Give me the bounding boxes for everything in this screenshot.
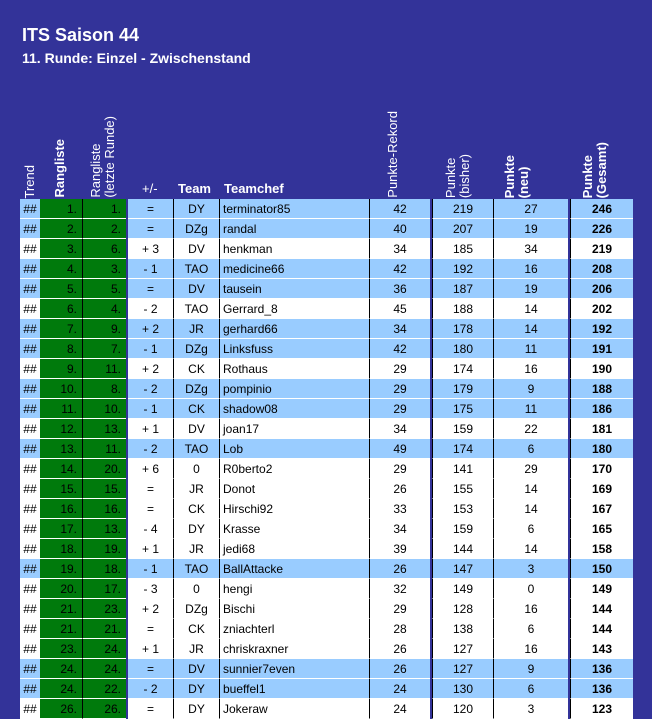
sheet-title: ITS Saison 44 [22, 25, 140, 45]
cell-teamchef: Donot [220, 479, 369, 499]
cell-rank: 7. [40, 319, 83, 339]
cell-rank: 1. [40, 199, 83, 219]
cell-diff: - 2 [128, 379, 173, 399]
cell-team: TAO [173, 299, 220, 319]
cell-gesamt: 192 [570, 319, 633, 339]
cell-team: DV [173, 239, 220, 259]
cell-trend: ## [20, 419, 40, 439]
cell-rekord: 29 [369, 359, 430, 379]
cell-rekord: 26 [369, 639, 430, 659]
cell-last-rank: 4. [83, 299, 126, 319]
table-row [0, 339, 652, 359]
cell-diff: + 3 [128, 239, 173, 259]
cell-rekord: 24 [369, 679, 430, 699]
table-row [0, 659, 652, 679]
cell-trend: ## [20, 559, 40, 579]
cell-diff: + 1 [128, 419, 173, 439]
cell-gesamt: 181 [570, 419, 633, 439]
cell-team: 0 [173, 579, 220, 599]
cell-team: TAO [173, 259, 220, 279]
cell-trend: ## [20, 299, 40, 319]
cell-neu: 14 [493, 299, 568, 319]
cell-trend: ## [20, 499, 40, 519]
cell-rekord: 26 [369, 479, 430, 499]
cell-rank: 11. [40, 399, 83, 419]
cell-team: JR [173, 479, 220, 499]
cell-teamchef: Linksfuss [220, 339, 369, 359]
cell-rekord: 29 [369, 599, 430, 619]
cell-last-rank: 9. [83, 319, 126, 339]
cell-rank: 12. [40, 419, 83, 439]
cell-diff: - 2 [128, 439, 173, 459]
cell-team: CK [173, 619, 220, 639]
cell-gesamt: 246 [570, 199, 633, 219]
cell-team: DV [173, 279, 220, 299]
cell-diff: = [128, 479, 173, 499]
cell-trend: ## [20, 519, 40, 539]
cell-bisher: 175 [432, 399, 493, 419]
table-row [0, 599, 652, 619]
cell-team: CK [173, 399, 220, 419]
cell-diff: + 2 [128, 599, 173, 619]
cell-diff: - 2 [128, 299, 173, 319]
cell-gesamt: 136 [570, 679, 633, 699]
cell-teamchef: BallAttacke [220, 559, 369, 579]
cell-rank: 5. [40, 279, 83, 299]
cell-diff: + 6 [128, 459, 173, 479]
header-trend: Trend [22, 164, 37, 198]
cell-rekord: 26 [369, 659, 430, 679]
cell-last-rank: 20. [83, 459, 126, 479]
cell-gesamt: 144 [570, 619, 633, 639]
cell-rekord: 26 [369, 559, 430, 579]
cell-trend: ## [20, 379, 40, 399]
cell-rank: 10. [40, 379, 83, 399]
cell-team: DZg [173, 219, 220, 239]
cell-rekord: 42 [369, 259, 430, 279]
cell-neu: 16 [493, 359, 568, 379]
cell-last-rank: 24. [83, 659, 126, 679]
cell-rank: 23. [40, 639, 83, 659]
cell-team: DY [173, 679, 220, 699]
cell-bisher: 153 [432, 499, 493, 519]
cell-last-rank: 21. [83, 619, 126, 639]
cell-gesamt: 149 [570, 579, 633, 599]
cell-rekord: 34 [369, 519, 430, 539]
cell-rekord: 39 [369, 539, 430, 559]
cell-last-rank: 22. [83, 679, 126, 699]
cell-bisher: 144 [432, 539, 493, 559]
cell-trend: ## [20, 479, 40, 499]
cell-rekord: 29 [369, 399, 430, 419]
cell-neu: 3 [493, 699, 568, 719]
cell-rank: 15. [40, 479, 83, 499]
cell-diff: - 4 [128, 519, 173, 539]
table-row [0, 299, 652, 319]
cell-team: DV [173, 419, 220, 439]
cell-rank: 26. [40, 699, 83, 719]
cell-rank: 17. [40, 519, 83, 539]
cell-bisher: 192 [432, 259, 493, 279]
cell-last-rank: 26. [83, 699, 126, 719]
cell-diff: = [128, 699, 173, 719]
cell-bisher: 130 [432, 679, 493, 699]
table-row [0, 579, 652, 599]
cell-neu: 9 [493, 659, 568, 679]
cell-rekord: 34 [369, 239, 430, 259]
cell-last-rank: 3. [83, 259, 126, 279]
cell-gesamt: 202 [570, 299, 633, 319]
cell-bisher: 187 [432, 279, 493, 299]
cell-teamchef: Krasse [220, 519, 369, 539]
cell-trend: ## [20, 359, 40, 379]
cell-bisher: 138 [432, 619, 493, 639]
cell-neu: 14 [493, 479, 568, 499]
cell-teamchef: jedi68 [220, 539, 369, 559]
cell-neu: 11 [493, 399, 568, 419]
cell-gesamt: 169 [570, 479, 633, 499]
cell-rank: 19. [40, 559, 83, 579]
cell-last-rank: 1. [83, 199, 126, 219]
cell-rank: 13. [40, 439, 83, 459]
cell-gesamt: 188 [570, 379, 633, 399]
cell-teamchef: pompinio [220, 379, 369, 399]
table-row [0, 499, 652, 519]
cell-trend: ## [20, 659, 40, 679]
cell-rank: 16. [40, 499, 83, 519]
cell-neu: 16 [493, 599, 568, 619]
cell-bisher: 155 [432, 479, 493, 499]
cell-gesamt: 219 [570, 239, 633, 259]
cell-gesamt: 190 [570, 359, 633, 379]
header-team: Team [178, 181, 211, 196]
cell-gesamt: 180 [570, 439, 633, 459]
cell-trend: ## [20, 539, 40, 559]
table-row [0, 399, 652, 419]
cell-teamchef: bueffel1 [220, 679, 369, 699]
cell-team: DY [173, 199, 220, 219]
cell-trend: ## [20, 279, 40, 299]
header-rangliste: Rangliste [52, 139, 67, 198]
cell-gesamt: 186 [570, 399, 633, 419]
cell-neu: 6 [493, 519, 568, 539]
table-row [0, 459, 652, 479]
cell-diff: - 1 [128, 559, 173, 579]
cell-diff: + 2 [128, 319, 173, 339]
cell-trend: ## [20, 219, 40, 239]
cell-team: DV [173, 659, 220, 679]
table-row [0, 239, 652, 259]
cell-rank: 6. [40, 299, 83, 319]
cell-diff: + 1 [128, 639, 173, 659]
cell-diff: = [128, 499, 173, 519]
cell-teamchef: zniachterl [220, 619, 369, 639]
cell-rank: 20. [40, 579, 83, 599]
table-row [0, 639, 652, 659]
cell-team: DZg [173, 599, 220, 619]
cell-neu: 19 [493, 219, 568, 239]
cell-last-rank: 8. [83, 379, 126, 399]
cell-rank: 21. [40, 619, 83, 639]
cell-trend: ## [20, 679, 40, 699]
cell-bisher: 179 [432, 379, 493, 399]
cell-team: JR [173, 539, 220, 559]
cell-bisher: 127 [432, 639, 493, 659]
cell-diff: = [128, 619, 173, 639]
cell-neu: 6 [493, 619, 568, 639]
cell-bisher: 127 [432, 659, 493, 679]
cell-rekord: 34 [369, 419, 430, 439]
cell-teamchef: tausein [220, 279, 369, 299]
cell-last-rank: 5. [83, 279, 126, 299]
cell-team: CK [173, 499, 220, 519]
cell-last-rank: 6. [83, 239, 126, 259]
cell-teamchef: Jokeraw [220, 699, 369, 719]
sheet-subtitle: 11. Runde: Einzel - Zwischenstand [22, 50, 251, 66]
cell-diff: - 1 [128, 259, 173, 279]
cell-rekord: 24 [369, 699, 430, 719]
cell-teamchef: terminator85 [220, 199, 369, 219]
cell-trend: ## [20, 579, 40, 599]
cell-team: TAO [173, 559, 220, 579]
cell-neu: 0 [493, 579, 568, 599]
cell-bisher: 174 [432, 439, 493, 459]
cell-neu: 19 [493, 279, 568, 299]
cell-gesamt: 191 [570, 339, 633, 359]
cell-gesamt: 136 [570, 659, 633, 679]
cell-trend: ## [20, 399, 40, 419]
cell-last-rank: 24. [83, 639, 126, 659]
cell-teamchef: Bischi [220, 599, 369, 619]
cell-neu: 14 [493, 539, 568, 559]
cell-rekord: 28 [369, 619, 430, 639]
cell-rekord: 49 [369, 439, 430, 459]
header-bisher: Punkte (bisher) [443, 153, 472, 198]
header-rekord: Punkte-Rekord [385, 111, 400, 198]
cell-trend: ## [20, 619, 40, 639]
header-teamchef: Teamchef [224, 181, 284, 196]
cell-teamchef: randal [220, 219, 369, 239]
cell-teamchef: gerhard66 [220, 319, 369, 339]
header-diff: +/- [142, 181, 158, 196]
cell-teamchef: Rothaus [220, 359, 369, 379]
cell-teamchef: chriskraxner [220, 639, 369, 659]
cell-neu: 34 [493, 239, 568, 259]
cell-bisher: 178 [432, 319, 493, 339]
cell-teamchef: medicine66 [220, 259, 369, 279]
cell-last-rank: 10. [83, 399, 126, 419]
cell-teamchef: Gerrard_8 [220, 299, 369, 319]
table-row [0, 219, 652, 239]
cell-diff: = [128, 199, 173, 219]
cell-neu: 6 [493, 679, 568, 699]
cell-gesamt: 158 [570, 539, 633, 559]
table-row [0, 699, 652, 719]
cell-team: JR [173, 639, 220, 659]
cell-trend: ## [20, 439, 40, 459]
table-row [0, 199, 652, 219]
cell-diff: - 1 [128, 339, 173, 359]
cell-trend: ## [20, 239, 40, 259]
cell-last-rank: 17. [83, 579, 126, 599]
table-row [0, 439, 652, 459]
table-row [0, 379, 652, 399]
cell-diff: = [128, 279, 173, 299]
header-gesamt: Punkte (Gesamt) [580, 141, 609, 198]
cell-trend: ## [20, 339, 40, 359]
cell-gesamt: 143 [570, 639, 633, 659]
cell-neu: 14 [493, 499, 568, 519]
cell-last-rank: 16. [83, 499, 126, 519]
cell-neu: 11 [493, 339, 568, 359]
cell-diff: - 1 [128, 399, 173, 419]
cell-rekord: 34 [369, 319, 430, 339]
cell-teamchef: joan17 [220, 419, 369, 439]
cell-last-rank: 23. [83, 599, 126, 619]
cell-bisher: 159 [432, 519, 493, 539]
cell-neu: 16 [493, 639, 568, 659]
table-row [0, 519, 652, 539]
cell-last-rank: 15. [83, 479, 126, 499]
table-row [0, 559, 652, 579]
cell-last-rank: 11. [83, 439, 126, 459]
table-row [0, 359, 652, 379]
cell-neu: 29 [493, 459, 568, 479]
cell-neu: 22 [493, 419, 568, 439]
cell-last-rank: 19. [83, 539, 126, 559]
cell-rank: 9. [40, 359, 83, 379]
table-row [0, 679, 652, 699]
cell-rank: 14. [40, 459, 83, 479]
cell-rekord: 36 [369, 279, 430, 299]
cell-team: TAO [173, 439, 220, 459]
cell-diff: = [128, 659, 173, 679]
cell-trend: ## [20, 199, 40, 219]
table-row [0, 539, 652, 559]
cell-gesamt: 167 [570, 499, 633, 519]
cell-neu: 3 [493, 559, 568, 579]
cell-bisher: 149 [432, 579, 493, 599]
cell-teamchef: shadow08 [220, 399, 369, 419]
cell-rekord: 29 [369, 459, 430, 479]
cell-neu: 16 [493, 259, 568, 279]
cell-diff: + 1 [128, 539, 173, 559]
cell-diff: - 2 [128, 679, 173, 699]
cell-last-rank: 11. [83, 359, 126, 379]
cell-last-rank: 7. [83, 339, 126, 359]
cell-rank: 4. [40, 259, 83, 279]
cell-bisher: 159 [432, 419, 493, 439]
header-rangliste-letzte: Rangliste (letzte Runde) [88, 116, 117, 198]
cell-trend: ## [20, 699, 40, 719]
cell-gesamt: 226 [570, 219, 633, 239]
cell-diff: = [128, 219, 173, 239]
cell-bisher: 185 [432, 239, 493, 259]
cell-teamchef: Hirschi92 [220, 499, 369, 519]
cell-rekord: 45 [369, 299, 430, 319]
cell-rank: 2. [40, 219, 83, 239]
cell-team: DY [173, 699, 220, 719]
cell-rank: 24. [40, 659, 83, 679]
cell-neu: 9 [493, 379, 568, 399]
table-row [0, 319, 652, 339]
cell-rekord: 29 [369, 379, 430, 399]
cell-team: CK [173, 359, 220, 379]
cell-neu: 14 [493, 319, 568, 339]
cell-teamchef: sunnier7even [220, 659, 369, 679]
cell-neu: 6 [493, 439, 568, 459]
cell-bisher: 207 [432, 219, 493, 239]
cell-gesamt: 165 [570, 519, 633, 539]
table-row [0, 419, 652, 439]
cell-teamchef: Lob [220, 439, 369, 459]
cell-gesamt: 208 [570, 259, 633, 279]
cell-gesamt: 144 [570, 599, 633, 619]
cell-last-rank: 2. [83, 219, 126, 239]
cell-bisher: 188 [432, 299, 493, 319]
cell-rank: 21. [40, 599, 83, 619]
cell-bisher: 174 [432, 359, 493, 379]
cell-trend: ## [20, 319, 40, 339]
cell-bisher: 147 [432, 559, 493, 579]
cell-neu: 27 [493, 199, 568, 219]
cell-trend: ## [20, 459, 40, 479]
cell-rekord: 32 [369, 579, 430, 599]
cell-last-rank: 13. [83, 419, 126, 439]
cell-rekord: 40 [369, 219, 430, 239]
cell-gesamt: 150 [570, 559, 633, 579]
cell-gesamt: 170 [570, 459, 633, 479]
cell-rekord: 42 [369, 199, 430, 219]
cell-bisher: 120 [432, 699, 493, 719]
cell-rekord: 42 [369, 339, 430, 359]
cell-team: 0 [173, 459, 220, 479]
cell-gesamt: 206 [570, 279, 633, 299]
cell-last-rank: 18. [83, 559, 126, 579]
cell-trend: ## [20, 599, 40, 619]
cell-teamchef: henkman [220, 239, 369, 259]
header-neu: Punkte (neu) [502, 154, 531, 198]
table-row [0, 619, 652, 639]
cell-diff: - 3 [128, 579, 173, 599]
table-row [0, 479, 652, 499]
table-row [0, 259, 652, 279]
cell-last-rank: 13. [83, 519, 126, 539]
cell-teamchef: hengi [220, 579, 369, 599]
cell-trend: ## [20, 259, 40, 279]
cell-bisher: 180 [432, 339, 493, 359]
cell-team: JR [173, 319, 220, 339]
cell-team: DZg [173, 339, 220, 359]
cell-teamchef: R0berto2 [220, 459, 369, 479]
cell-rank: 8. [40, 339, 83, 359]
cell-bisher: 128 [432, 599, 493, 619]
cell-gesamt: 123 [570, 699, 633, 719]
cell-rank: 24. [40, 679, 83, 699]
table-row [0, 279, 652, 299]
cell-rank: 18. [40, 539, 83, 559]
cell-rekord: 33 [369, 499, 430, 519]
cell-rank: 3. [40, 239, 83, 259]
cell-trend: ## [20, 639, 40, 659]
cell-team: DY [173, 519, 220, 539]
cell-team: DZg [173, 379, 220, 399]
cell-bisher: 219 [432, 199, 493, 219]
cell-bisher: 141 [432, 459, 493, 479]
cell-diff: + 2 [128, 359, 173, 379]
